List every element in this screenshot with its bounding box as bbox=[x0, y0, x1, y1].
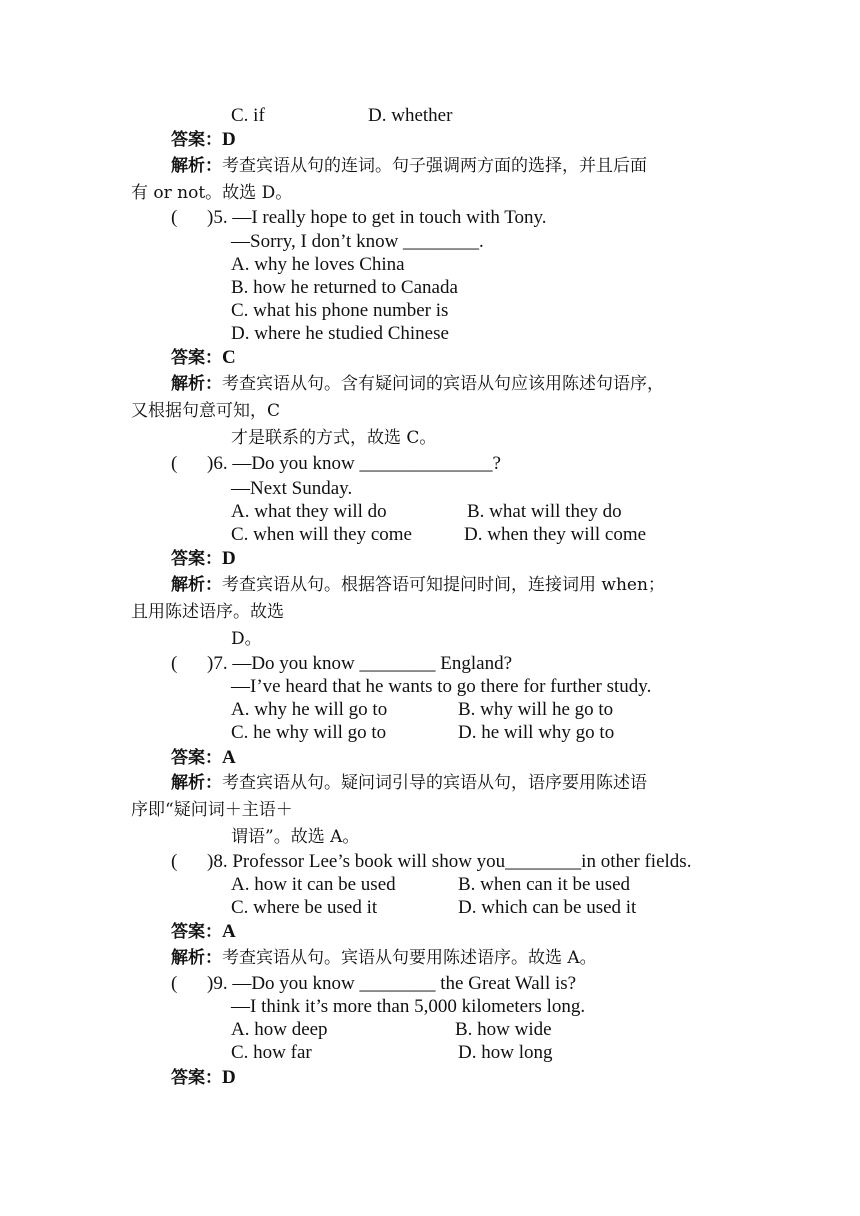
q5-option-a: A. why he loves China bbox=[231, 254, 405, 275]
q6-answer bbox=[171, 547, 236, 571]
q5-paren: ( bbox=[171, 207, 178, 228]
analysis-text: 考查宾语从句。宾语从句要用陈述语序。故选 A。 bbox=[222, 948, 597, 968]
analysis-text: 考查宾语从句。根据答语可知提问时间，连接词用 when； bbox=[222, 575, 665, 595]
q9-paren: ( bbox=[171, 973, 178, 994]
q4-answer bbox=[171, 128, 236, 152]
q7-answer bbox=[171, 746, 236, 770]
q6-option-a: A. what they will do bbox=[231, 501, 387, 522]
answer-value: D bbox=[222, 129, 236, 150]
q9-answer bbox=[171, 1066, 236, 1090]
q8-stem: )8. Professor Lee’s book will show you________in other fields. bbox=[207, 851, 692, 872]
analysis-label: 解析： bbox=[171, 156, 222, 176]
q5-option-b: B. how he returned to Canada bbox=[231, 277, 458, 298]
q7-option-b: B. why will he go to bbox=[458, 699, 614, 720]
q9-option-a: A. how deep bbox=[231, 1019, 328, 1040]
q8-paren: ( bbox=[171, 851, 178, 872]
q6-analysis-cont: 且用陈述语序。故选 bbox=[131, 602, 284, 622]
q7-reply: —I’ve heard that he wants to go there for further study. bbox=[231, 676, 652, 697]
q6-option-b: B. what will they do bbox=[467, 501, 622, 522]
q6-analysis-cont2: D。 bbox=[231, 629, 262, 649]
q6-option-d: D. when they will come bbox=[464, 524, 647, 545]
q6-paren: ( bbox=[171, 453, 178, 474]
answer-value: A bbox=[222, 747, 236, 768]
q9-option-c: C. how far bbox=[231, 1042, 312, 1063]
analysis-text: 考查宾语从句的连词。句子强调两方面的选择，并且后面 bbox=[222, 156, 647, 176]
q4-analysis bbox=[171, 154, 647, 178]
analysis-label: 解析： bbox=[171, 374, 222, 394]
answer-value: C bbox=[222, 347, 236, 368]
q8-option-a: A. how it can be used bbox=[231, 874, 396, 895]
q6-stem: )6. —Do you know ______________? bbox=[207, 453, 501, 474]
q6-option-c: C. when will they come bbox=[231, 524, 412, 545]
answer-label: 答案： bbox=[171, 348, 222, 368]
q4-option-c: C. if bbox=[231, 105, 265, 126]
q7-analysis bbox=[171, 771, 647, 795]
q7-option-d: D. he will why go to bbox=[458, 722, 615, 743]
q5-analysis-cont2: 才是联系的方式，故选 C。 bbox=[231, 428, 437, 448]
q5-stem: )5. —I really hope to get in touch with Tony. bbox=[207, 207, 547, 228]
answer-label: 答案： bbox=[171, 549, 222, 569]
q7-option-c: C. he why will go to bbox=[231, 722, 387, 743]
q7-option-a: A. why he will go to bbox=[231, 699, 388, 720]
q5-option-d: D. where he studied Chinese bbox=[231, 323, 449, 344]
q4-option-d: D. whether bbox=[368, 105, 453, 126]
answer-value: D bbox=[222, 548, 236, 569]
analysis-text: 考查宾语从句。含有疑问词的宾语从句应该用陈述句语序， bbox=[222, 374, 664, 394]
analysis-text: 考查宾语从句。疑问词引导的宾语从句，语序要用陈述语 bbox=[222, 773, 647, 793]
answer-value: A bbox=[222, 921, 236, 942]
q4-analysis-cont: 有 or not。故选 D。 bbox=[131, 183, 293, 203]
answer-label: 答案： bbox=[171, 922, 222, 942]
q7-stem: )7. —Do you know ________ England? bbox=[207, 653, 513, 674]
q5-analysis-cont: 又根据句意可知，C bbox=[131, 401, 281, 421]
analysis-label: 解析： bbox=[171, 948, 222, 968]
analysis-label: 解析： bbox=[171, 575, 222, 595]
q8-option-c: C. where be used it bbox=[231, 897, 378, 918]
answer-label: 答案： bbox=[171, 1068, 222, 1088]
q5-reply: —Sorry, I don’t know ________. bbox=[231, 231, 484, 252]
q6-analysis bbox=[171, 573, 665, 597]
q8-option-d: D. which can be used it bbox=[458, 897, 637, 918]
q8-option-b: B. when can it be used bbox=[458, 874, 631, 895]
q9-reply: —I think it’s more than 5,000 kilometers long. bbox=[231, 996, 586, 1017]
q7-paren: ( bbox=[171, 653, 178, 674]
q9-option-d: D. how long bbox=[458, 1042, 553, 1063]
q7-analysis-cont2: 谓语”。故选 A。 bbox=[231, 827, 360, 847]
answer-label: 答案： bbox=[171, 130, 222, 150]
q8-analysis bbox=[171, 946, 597, 970]
answer-value: D bbox=[222, 1067, 236, 1088]
q5-analysis bbox=[171, 372, 664, 396]
q9-option-b: B. how wide bbox=[455, 1019, 552, 1040]
q7-analysis-cont: 序即“疑问词＋主语＋ bbox=[131, 800, 293, 820]
q6-reply: —Next Sunday. bbox=[231, 478, 353, 499]
q8-answer bbox=[171, 920, 236, 944]
q5-option-c: C. what his phone number is bbox=[231, 300, 449, 321]
analysis-label: 解析： bbox=[171, 773, 222, 793]
q5-answer bbox=[171, 346, 236, 370]
answer-label: 答案： bbox=[171, 748, 222, 768]
q9-stem: )9. —Do you know ________ the Great Wall is? bbox=[207, 973, 577, 994]
